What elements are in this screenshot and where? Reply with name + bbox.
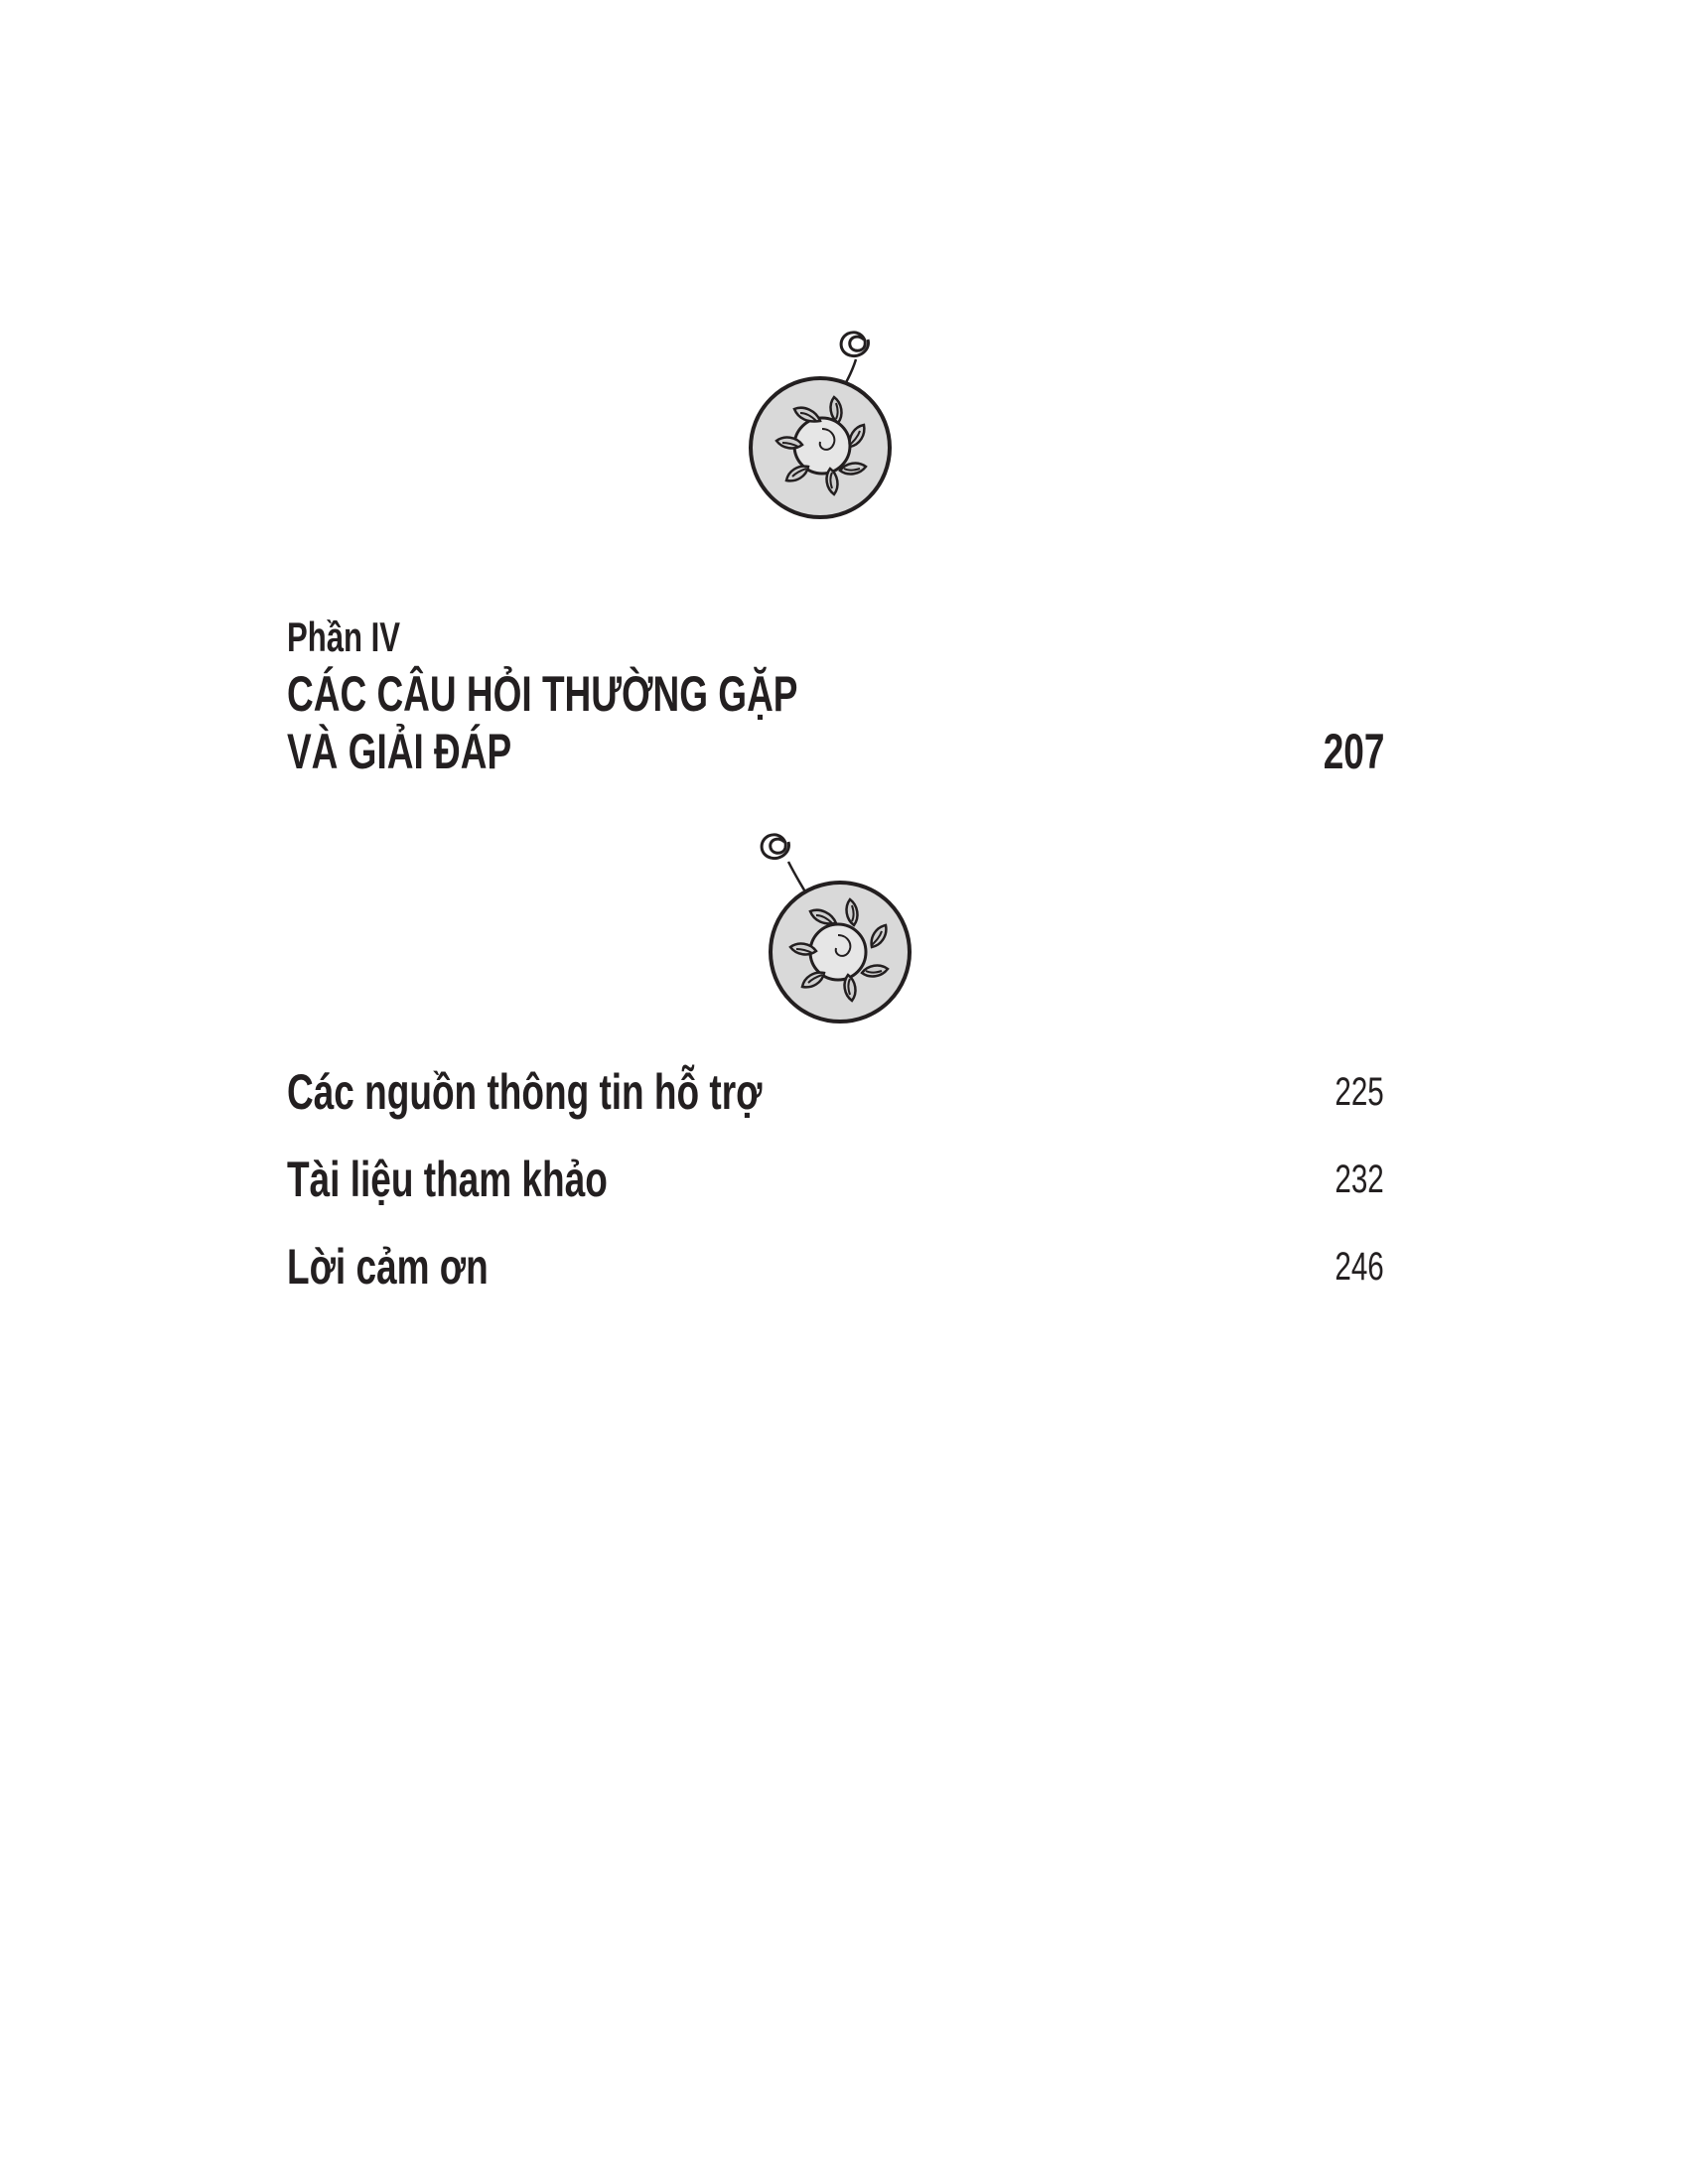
toc-entry-title: Lời cảm ơn	[287, 1239, 489, 1295]
toc-entry-page: 225	[1335, 1070, 1384, 1114]
part-page-number-text: 207	[1323, 724, 1384, 779]
part-label	[287, 614, 440, 661]
sun-ornament-icon	[735, 318, 904, 526]
part-title	[287, 665, 977, 780]
part-label-text: Phần IV	[287, 614, 400, 660]
part-page-number	[1302, 723, 1384, 780]
toc-entry-title: Các nguồn thông tin hỗ trợ	[287, 1064, 763, 1120]
toc-entry-title: Tài liệu tham khảo	[287, 1152, 608, 1207]
toc-entry[interactable]	[287, 1062, 1384, 1122]
toc-entry[interactable]	[287, 1237, 1384, 1297]
part-title-line-2: VÀ GIẢI ĐÁP	[287, 724, 512, 779]
toc-entry[interactable]	[287, 1150, 1384, 1209]
part-title-line-1: CÁC CÂU HỎI THƯỜNG GẶP	[287, 666, 798, 722]
toc-entry-page: 246	[1335, 1245, 1384, 1289]
toc-entry-page: 232	[1335, 1158, 1384, 1201]
sun-ornament-icon	[755, 822, 923, 1030]
